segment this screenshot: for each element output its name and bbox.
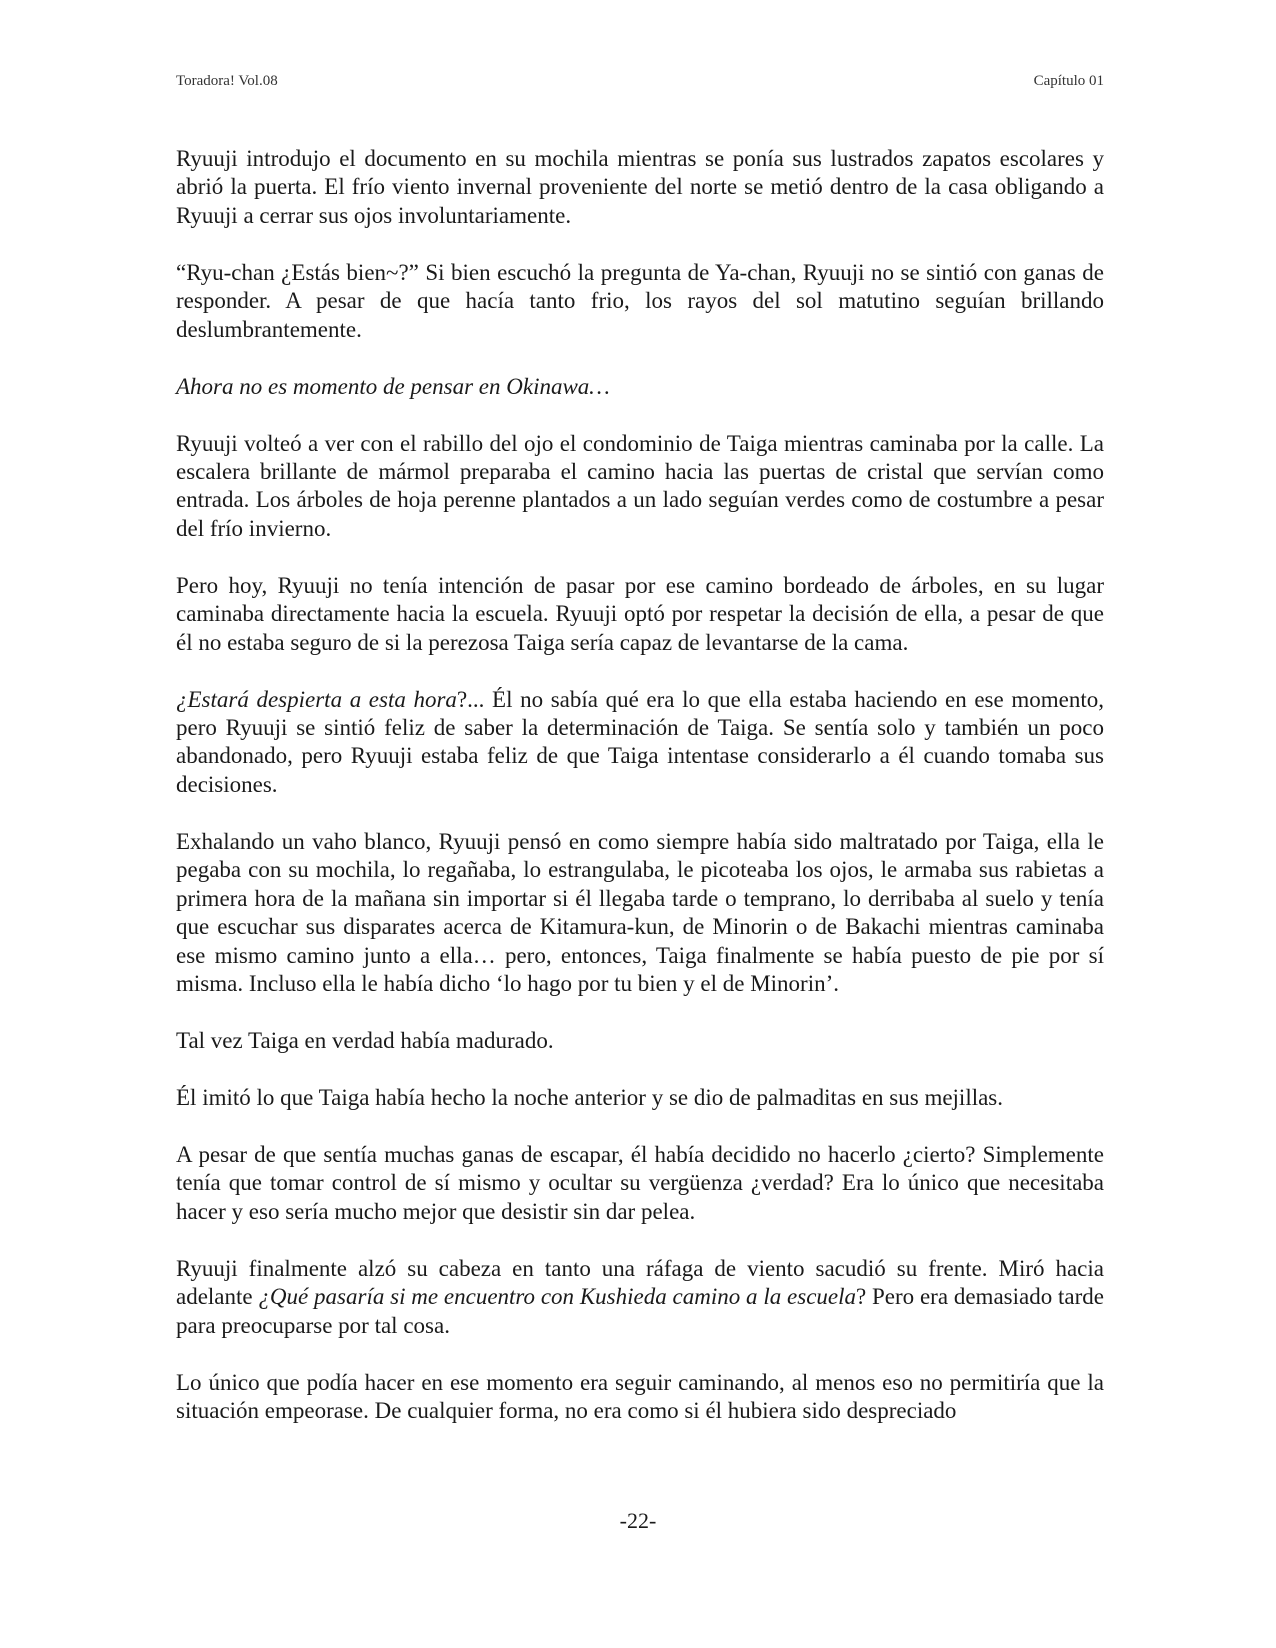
paragraph-4: Ryuuji volteó a ver con el rabillo del ojo el condominio de Taiga mientras caminaba por la calle. La escalera brillante de mármol preparaba el camino hacia las puertas de cristal que servían como entrada. Los árboles de hoja perenne plantados a un lado seguían verdes como de costumbre a pesar del frío invierno. <box>176 430 1104 541</box>
paragraph-11 <box>176 1255 1104 1340</box>
paragraph-8: Tal vez Taiga en verdad había madurado. <box>176 1027 554 1053</box>
paragraph-text: ? Pero era demasiado tarde para preocuparse por tal cosa. <box>176 1284 1104 1338</box>
header-book-title: Toradora! Vol.08 <box>176 73 278 89</box>
paragraph-5: Pero hoy, Ryuuji no tenía intención de pasar por ese camino bordeado de árboles, en su lugar caminaba directamente hacia la escuela. Ryuuji optó por respetar la decisión de ella, a pesar de que él no estaba seguro de si la perezosa Taiga sería capaz de levantarse de la cama. <box>176 572 1104 655</box>
paragraph-3 <box>176 373 1104 401</box>
paragraph-2: “Ryu-chan ¿Estás bien~?” Si bien escuchó la pregunta de Ya-chan, Ryuuji no se sintió con ganas de responder. A pesar de que hacía tanto frio, los rayos del sol matutino seguían brillando deslumbrantemente. <box>176 259 1104 342</box>
page-number: -22- <box>619 1508 657 1533</box>
paragraph-text: Ryuuji finalmente alzó su cabeza en tanto una ráfaga de viento sacudió su frente. Miró hacia adelante <box>176 1255 1104 1310</box>
paragraph-6 <box>176 686 1104 800</box>
paragraph-7: Exhalando un vaho blanco, Ryuuji pensó en como siempre había sido maltratado por Taiga, ella le pegaba con su mochila, lo regañaba, lo estrangulaba, le picoteaba los ojos, le armaba sus rabietas a primera hora de la mañana sin importar si él llegaba tarde o temprano, lo derribaba al suelo y tenía que escuchar sus disparates acerca de Kitamura-kun, de Minorin o de Bakachi mientras caminaba ese mismo camino junto a ella… pero, entonces, Taiga finalmente se había puesto de pie por sí misma. Incluso ella le había dicho ‘lo hago por tu bien y el de Minorin’. <box>176 828 1104 996</box>
paragraph-1: Ryuuji introdujo el documento en su mochila mientras se ponía sus lustrados zapatos escolares y abrió la puerta. El frío viento invernal proveniente del norte se metió dentro de la casa obligando a Ryuuji a cerrar sus ojos involuntariamente. <box>176 146 1104 228</box>
italic-thought: Ahora no es momento de pensar en Okinawa… <box>176 373 610 399</box>
paragraph-12: Lo único que podía hacer en ese momento era seguir caminando, al menos eso no permitiría que la situación empeorase. De cualquier forma, no era como si él hubiera sido despreciado <box>176 1369 1104 1423</box>
body-text <box>176 145 1104 1425</box>
italic-thought: ¿Qué pasaría si me encuentro con Kushieda camino a la escuela <box>258 1284 856 1310</box>
paragraph-text: ?... Él no sabía qué era lo que ella estaba haciendo en ese momento, pero Ryuuji se sintió feliz de saber la determinación de Taiga. Se sentía solo y también un poco abandonado, pero Ryuuji estaba feliz de que Taiga intentase considerarlo a él cuando tomaba sus decisiones. <box>176 686 1104 797</box>
paragraph-9: Él imitó lo que Taiga había hecho la noche anterior y se dio de palmaditas en sus mejillas. <box>176 1084 1004 1110</box>
header-chapter: Capítulo 01 <box>1033 73 1104 89</box>
italic-thought: ¿Estará despierta a esta hora <box>176 686 457 712</box>
paragraph-10: A pesar de que sentía muchas ganas de escapar, él había decidido no hacerlo ¿cierto? Simplemente tenía que tomar control de sí mismo y ocultar su vergüenza ¿verdad? Era lo único que necesitaba hacer y eso sería mucho mejor que desistir sin dar pelea. <box>176 1141 1104 1224</box>
